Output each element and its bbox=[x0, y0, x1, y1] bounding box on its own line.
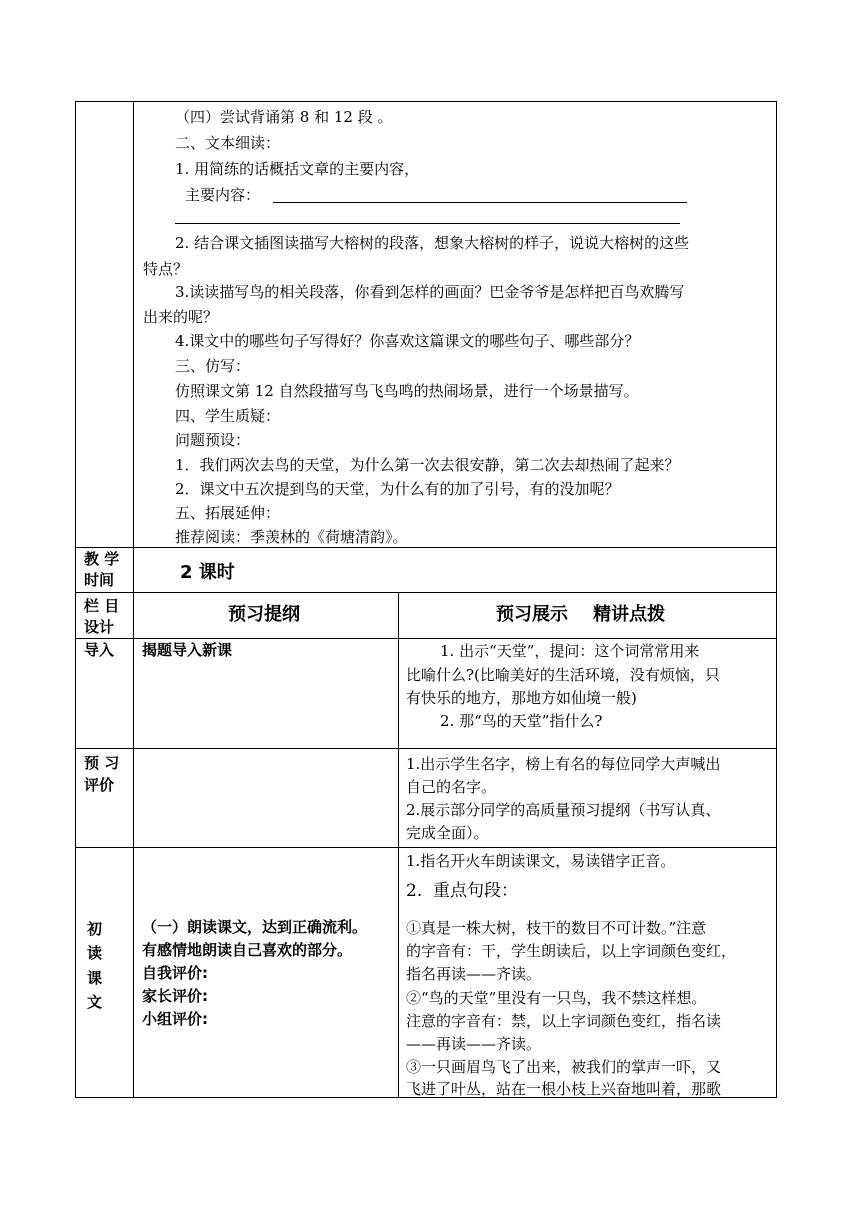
text-line: 有快乐的地方，那地方如仙境一般) bbox=[406, 689, 637, 707]
text-line: 仿照课文第 12 自然段描写鸟飞鸟鸣的热闹场景，进行一个场景描写。 bbox=[175, 382, 639, 400]
teaching-time-value: 2 课时 bbox=[180, 562, 235, 583]
text-line: 四、学生质疑： bbox=[175, 407, 281, 425]
column-header-display: 预习展示 精讲点拨 bbox=[496, 604, 666, 625]
text-line: 飞进了叶丛，站在一根小枝上兴奋地叫着，那歌 bbox=[406, 1080, 722, 1098]
outline-text: （一）朗读课文，达到正确流利。 bbox=[142, 918, 368, 936]
row-label: 预 习 bbox=[84, 754, 120, 772]
text-line: 1. 用简练的话概括文章的主要内容， bbox=[175, 160, 420, 178]
text-line: 主要内容： bbox=[185, 186, 261, 204]
answer-blank-line bbox=[175, 223, 680, 224]
key-passage-heading: 2. 重点句段： bbox=[406, 881, 519, 901]
outline-text: 有感情地朗读自己喜欢的部分。 bbox=[142, 941, 353, 959]
grid-line bbox=[776, 101, 777, 1098]
text-line: 问题预设： bbox=[175, 431, 251, 449]
text-line: ②“鸟的天堂”里没有一只鸟，我不禁这样想。 bbox=[406, 989, 707, 1007]
text-line: 1. 出示“天堂”，提问：这个词常常用来 bbox=[440, 642, 700, 660]
text-line: 自己的名字。 bbox=[406, 778, 497, 796]
outline-text: 揭题导入新课 bbox=[142, 641, 233, 659]
self-evaluation-label: 自我评价: bbox=[142, 964, 208, 982]
text-line: 注意的字音有：禁，以上字词颜色变红，指名读 bbox=[406, 1012, 722, 1030]
text-line: 完成全面）。 bbox=[406, 824, 489, 842]
text-line: 2.展示部分同学的高质量预习提纲（书写认真、 bbox=[406, 801, 721, 819]
text-line: 三、仿写： bbox=[175, 357, 251, 375]
text-line: 2. 结合课文插图读描写大榕树的段落，想象大榕树的样子，说说大榕树的这些 bbox=[175, 234, 690, 252]
text-line: 指名再读——齐读。 bbox=[406, 965, 542, 983]
row-label: 栏 目 bbox=[84, 597, 120, 615]
text-line: 五、拓展延伸： bbox=[175, 504, 281, 522]
text-line: （四）尝试背诵第 8 和 12 段 。 bbox=[175, 108, 393, 126]
grid-line bbox=[75, 748, 777, 749]
group-evaluation-label: 小组评价: bbox=[142, 1010, 208, 1028]
text-line: 的字音有：干，学生朗读后，以上字词颜色变红， bbox=[406, 942, 737, 960]
text-line: ③一只画眉鸟飞了出来，被我们的掌声一吓，又 bbox=[406, 1058, 722, 1076]
text-line: 出来的呢？ bbox=[143, 308, 219, 326]
row-label: 评价 bbox=[84, 776, 115, 794]
grid-line bbox=[75, 592, 777, 593]
grid-line bbox=[75, 101, 777, 102]
grid-line bbox=[398, 592, 399, 1098]
row-label-char: 读 bbox=[87, 944, 103, 962]
text-line: 1.出示学生名字，榜上有名的每位同学大声喊出 bbox=[406, 755, 721, 773]
grid-line bbox=[75, 847, 777, 848]
text-line: 1．我们两次去鸟的天堂，为什么第一次去很安静，第二次去却热闹了起来？ bbox=[175, 456, 680, 474]
parent-evaluation-label: 家长评价: bbox=[142, 987, 208, 1005]
row-label: 教 学 bbox=[84, 550, 120, 568]
text-line: 2．课文中五次提到鸟的天堂，为什么有的加了引号，有的没加呢？ bbox=[175, 480, 620, 498]
answer-blank-line bbox=[273, 202, 687, 203]
grid-line bbox=[75, 101, 76, 1098]
text-line: 1.指名开火车朗读课文，易读错字正音。 bbox=[406, 852, 676, 870]
text-line: 比喻什么?(比喻美好的生活环境，没有烦恼，只 bbox=[406, 666, 720, 684]
text-line: 特点？ bbox=[143, 260, 189, 278]
row-label: 时间 bbox=[84, 571, 115, 589]
row-label: 设计 bbox=[84, 618, 115, 636]
text-line: 二、文本细读： bbox=[175, 134, 281, 152]
text-line: ——再读——齐读。 bbox=[406, 1035, 542, 1053]
text-line: 推荐阅读：季羡林的《荷塘清韵》。 bbox=[175, 528, 408, 546]
text-line: 2. 那“鸟的天堂”指什么? bbox=[440, 712, 603, 730]
text-line: ①真是一株大树，枝干的数目不可计数。”注意 bbox=[406, 919, 707, 937]
column-header-outline: 预习提纲 bbox=[228, 604, 300, 625]
row-label-char: 课 bbox=[87, 969, 103, 987]
row-label-char: 初 bbox=[87, 920, 103, 938]
text-line: 4.课文中的哪些句子写得好？你喜欢这篇课文的哪些句子、哪些部分？ bbox=[175, 332, 640, 350]
row-label-char: 文 bbox=[87, 993, 103, 1011]
text-line: 3.读读描写鸟的相关段落，你看到怎样的画面？巴金爷爷是怎样把百鸟欢腾写 bbox=[175, 283, 685, 301]
row-label: 导入 bbox=[84, 641, 115, 659]
grid-line bbox=[133, 101, 134, 1098]
